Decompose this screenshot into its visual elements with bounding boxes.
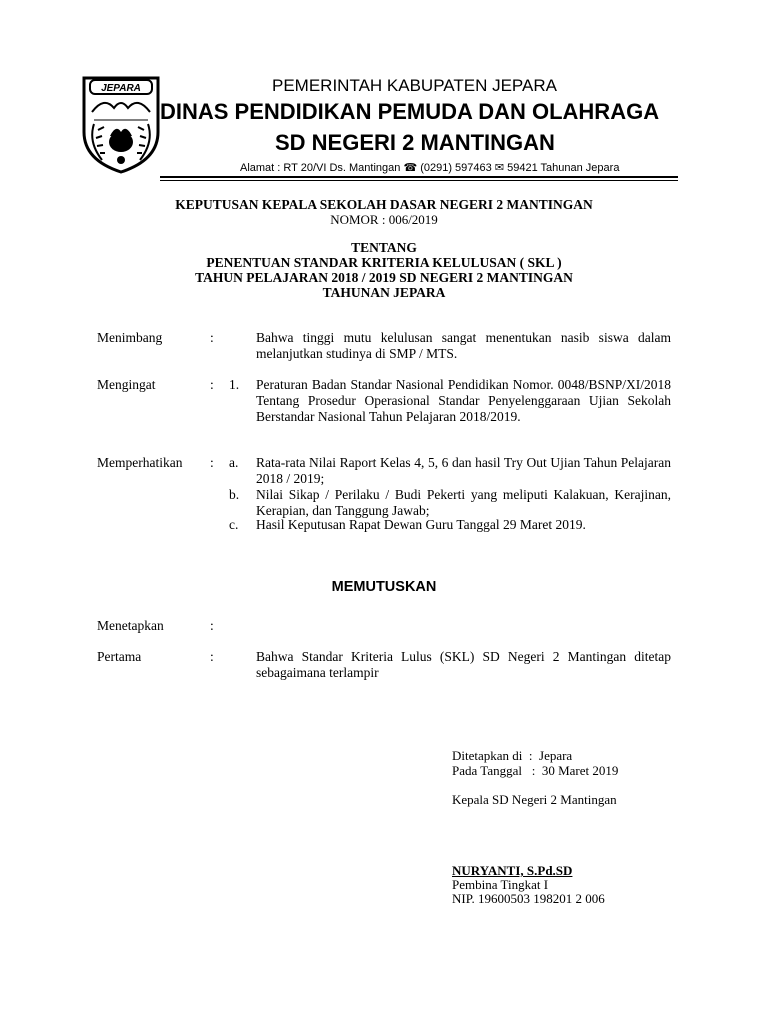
signatory-rank: Pembina Tingkat I [452, 877, 549, 892]
memperhatikan-label: Memperhatikan [97, 455, 183, 470]
decide-heading: MEMUTUSKAN [331, 579, 437, 595]
decree-about: TENTANG [351, 240, 417, 255]
logo-lettering: JEPARA [101, 83, 141, 94]
signature-place: Ditetapkan di : Jepara [452, 748, 573, 763]
menetapkan-colon: : [210, 618, 214, 633]
list-item-text: Hasil Keputusan Rapat Dewan Guru Tanggal 29 Maret 2019. [256, 517, 586, 532]
list-item-marker: a. [229, 455, 239, 470]
signature-date: Pada Tanggal : 30 Maret 2019 [452, 763, 619, 778]
mengingat-colon: : [210, 377, 214, 392]
signatory-name: NURYANTI, S.Pd.SD [452, 863, 573, 878]
signatory-nip: NIP. 19600503 198201 2 006 [452, 891, 605, 906]
mengingat-label: Mengingat [97, 377, 156, 392]
list-item-marker: c. [229, 517, 239, 532]
list-item-text: Rata-rata Nilai Raport Kelas 4, 5, 6 dan hasil Try Out Ujian Tahun Pelajaran 2018 / 2019; [256, 455, 671, 486]
list-item-marker: b. [229, 487, 240, 502]
menimbang-colon: : [210, 330, 214, 345]
decree-number: NOMOR : 006/2019 [330, 212, 438, 227]
agency-name: DINAS PENDIDIKAN PEMUDA DAN OLAHRAGA [160, 99, 660, 124]
school-name: SD NEGERI 2 MANTINGAN [275, 130, 555, 155]
signature-position: Kepala SD Negeri 2 Mantingan [452, 792, 617, 807]
pertama-text: Bahwa Standar Kriteria Lulus (SKL) SD Negeri 2 Mantingan ditetap sebagaimana terlampir [256, 649, 671, 680]
decree-title: KEPUTUSAN KEPALA SEKOLAH DASAR NEGERI 2 MANTINGAN [175, 197, 593, 212]
memperhatikan-colon: : [210, 455, 214, 470]
pertama-colon: : [210, 649, 214, 664]
menimbang-label: Menimbang [97, 330, 163, 345]
government-name: PEMERINTAH KABUPATEN JEPARA [272, 76, 557, 95]
mengingat-text: Peraturan Badan Standar Nasional Pendidikan Nomor. 0048/BSNP/XI/2018 Tentang Prosedur Operasional Standar Penyelenggaraan Ujian Sekolah Berstandar Nasional Tahun Pelajaran 2018/2019. [256, 377, 671, 424]
list-item-text: Nilai Sikap / Perilaku / Budi Pekerti yang meliputi Kalakuan, Kerajinan, Kerapian, dan Tanggung Jawab; [256, 487, 671, 518]
pertama-label: Pertama [97, 649, 142, 664]
mengingat-number: 1. [229, 377, 240, 392]
decree-subject-line-1: PENENTUAN STANDAR KRITERIA KELULUSAN ( SKL ) [206, 255, 562, 270]
header-divider-thick [160, 176, 678, 178]
decree-subject-line-2: TAHUN PELAJARAN 2018 / 2019 SD NEGERI 2 MANTINGAN [195, 270, 573, 285]
decree-subject-line-3: TAHUNAN JEPARA [322, 285, 446, 300]
menimbang-text: Bahwa tinggi mutu kelulusan sangat menentukan nasib siswa dalam melanjutkan studinya di SMP / MTS. [256, 330, 671, 361]
menetapkan-label: Menetapkan [97, 618, 164, 633]
school-address: Alamat : RT 20/VI Ds. Mantingan ☎ (0291) 597463 ✉ 59421 Tahunan Jepara [240, 162, 620, 174]
header-divider-thin [160, 180, 678, 181]
